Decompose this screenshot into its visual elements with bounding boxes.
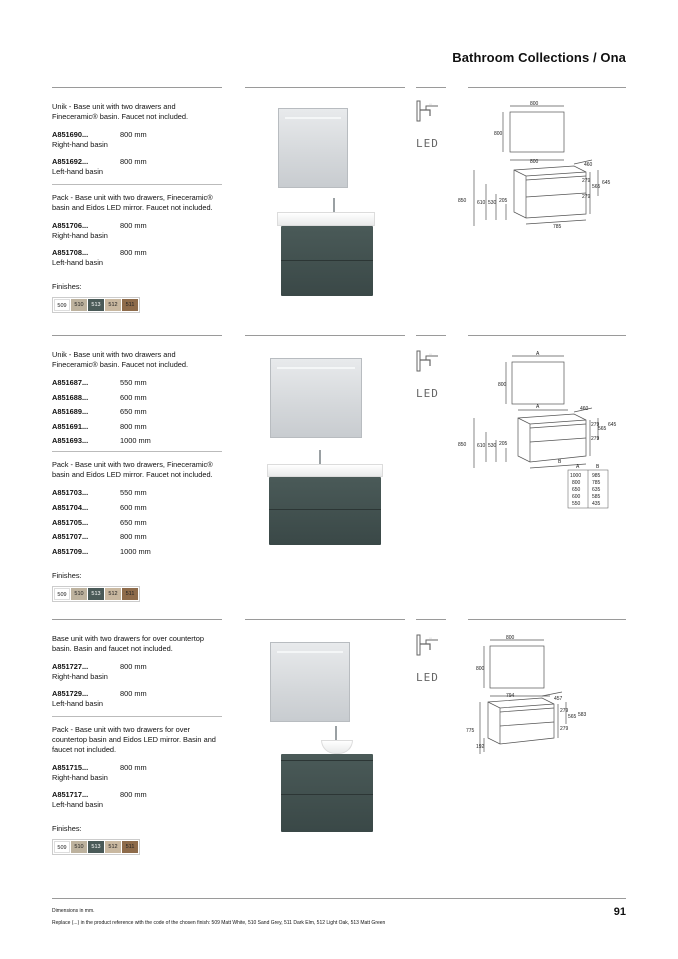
dim-label: 785 — [553, 224, 562, 230]
divider — [52, 716, 222, 717]
dim-label: 850 — [458, 198, 467, 204]
led-icon: LED — [416, 671, 439, 684]
product-ref: A851690... — [52, 130, 89, 139]
basin — [277, 212, 375, 226]
dim-label: 794 — [506, 693, 515, 699]
product-size: 800 mm — [120, 421, 147, 431]
unit-description: Unik - Base unit with two drawers and Fineceramic® basin. Faucet not included. — [52, 350, 189, 369]
faucet — [319, 450, 321, 464]
mirror-outline — [490, 646, 544, 688]
dim-label: 460 — [580, 406, 589, 412]
product-ref: A851693... — [52, 436, 89, 446]
finish-swatch-512: 512 — [105, 299, 121, 311]
finish-swatch-513: 513 — [88, 299, 104, 311]
finish-swatch-509: 509 — [54, 841, 70, 853]
product-image-2 — [245, 350, 405, 550]
product-note: Left-hand basin — [52, 800, 103, 809]
faucet — [333, 198, 335, 212]
product-ref: A851692... — [52, 157, 89, 166]
finish-swatch-509: 509 — [54, 299, 70, 311]
dim-label: 457 — [554, 696, 563, 702]
product-ref: A851708... — [52, 248, 89, 257]
dim-label: 800 — [530, 159, 539, 165]
vanity-unit — [269, 477, 381, 545]
dim-label: 279 — [582, 178, 591, 184]
product-note: Right-hand basin — [52, 140, 108, 149]
table-cell: 650 — [572, 487, 581, 493]
product-item — [52, 532, 222, 542]
product-image-3 — [245, 634, 405, 839]
finish-swatch-510: 510 — [71, 299, 87, 311]
wall-faucet-icon — [416, 634, 442, 656]
countertop-basin — [321, 740, 353, 754]
dim-label: A — [536, 351, 540, 357]
wall-faucet-icon — [416, 350, 442, 372]
product-item — [52, 221, 222, 241]
table-cell: 600 — [572, 494, 581, 500]
finishes-label: Finishes: — [52, 824, 82, 833]
table-cell: 800 — [572, 480, 581, 486]
product-size: 550 mm — [120, 378, 147, 387]
product-note: Left-hand basin — [52, 258, 103, 267]
dim-label: 610 — [477, 443, 486, 449]
product-size: 600 mm — [120, 392, 147, 402]
product-text-1 — [52, 102, 222, 313]
drawer-line — [281, 260, 373, 261]
dim-label: 800 — [476, 666, 485, 672]
dim-label: 460 — [584, 162, 593, 168]
product-item — [52, 436, 222, 446]
product-item — [52, 689, 222, 709]
finish-swatch-510: 510 — [71, 588, 87, 600]
table-cell: 435 — [592, 501, 601, 507]
product-ref: A851715... — [52, 763, 89, 772]
product-ref: A851727... — [52, 662, 89, 671]
dim-label: 530 — [488, 443, 497, 449]
product-ref: A851717... — [52, 790, 89, 799]
finishes-label: Finishes: — [52, 570, 82, 580]
led-icon: LED — [416, 387, 439, 400]
dim-label: 800 — [498, 382, 507, 388]
table-header: B — [596, 464, 600, 470]
product-item — [52, 503, 222, 513]
drawer-line — [281, 760, 373, 761]
svg-text:◦◦◦: ◦◦◦ — [429, 102, 433, 106]
dim-label: 565 — [568, 714, 577, 720]
svg-text:◦◦◦: ◦◦◦ — [429, 352, 433, 356]
table-cell: 635 — [592, 487, 601, 493]
finish-swatches — [52, 839, 140, 855]
dim-label: 279 — [560, 708, 569, 714]
finish-swatch-512: 512 — [105, 588, 121, 600]
vanity-unit — [281, 754, 373, 832]
product-ref: A851703... — [52, 488, 89, 498]
size-table — [568, 464, 608, 508]
footer-rule — [52, 898, 626, 899]
product-item — [52, 393, 222, 403]
divider — [52, 184, 222, 185]
product-note: Left-hand basin — [52, 167, 103, 176]
section-rule — [52, 335, 222, 336]
product-ref: A851688... — [52, 392, 89, 402]
dim-label: 800 — [494, 131, 503, 137]
dim-label: 192 — [476, 744, 485, 750]
dim-label: 279 — [582, 194, 591, 200]
finish-code-note: Replace (...) in the product reference with the code of the chosen finish: 509 Matt White, 510 Sand Grey, 511 Dark Elm, 512 Light Oak, 513 Matt Green — [52, 920, 386, 926]
product-ref: A851729... — [52, 689, 89, 698]
dim-label: 279 — [591, 422, 600, 428]
section-rule — [416, 335, 446, 336]
product-item — [52, 248, 222, 268]
product-ref: A851687... — [52, 378, 89, 387]
dimensions-note: Dimensions in mm. — [52, 908, 95, 914]
table-cell: 785 — [592, 480, 601, 486]
dim-label: 583 — [578, 712, 587, 718]
product-item — [52, 662, 222, 682]
finish-swatches — [52, 297, 140, 313]
finish-swatch-511: 511 — [122, 588, 138, 600]
unit-description: Base unit with two drawers for over countertop basin. Basin and faucet not included. — [52, 634, 204, 653]
vanity-unit — [281, 226, 373, 296]
product-ref: A851709... — [52, 546, 89, 556]
mirror-outline — [510, 112, 564, 152]
mirror-led-strip — [277, 651, 343, 653]
section-rule — [245, 619, 405, 620]
product-ref: A851691... — [52, 421, 89, 431]
drawer-line — [281, 794, 373, 795]
product-ref: A851705... — [52, 517, 89, 527]
dim-label: 279 — [591, 436, 600, 442]
finish-swatch-511: 511 — [122, 841, 138, 853]
section-rule — [245, 335, 405, 336]
product-size: 800 mm — [120, 790, 147, 799]
product-size: 800 mm — [120, 248, 147, 257]
product-item — [52, 518, 222, 528]
product-item — [52, 422, 222, 432]
dim-label: 775 — [466, 728, 475, 734]
dim-label: 565 — [598, 426, 607, 432]
pack-description: Pack - Base unit with two drawers, Fineceramic® basin and Eidos LED mirror. Faucet not included. — [52, 460, 213, 480]
product-item — [52, 130, 222, 150]
product-text-3 — [52, 634, 222, 855]
section-rule — [468, 87, 626, 88]
led-mirror — [270, 642, 350, 722]
dim-label: 800 — [530, 101, 539, 107]
product-size: 1000 mm — [120, 546, 151, 556]
basin — [267, 464, 383, 477]
dim-label: 279 — [560, 726, 569, 732]
section-rule — [468, 335, 626, 336]
section-rule — [468, 619, 626, 620]
product-note: Right-hand basin — [52, 672, 108, 681]
drawer-line — [269, 509, 381, 510]
product-ref: A851689... — [52, 407, 89, 417]
dim-label: 645 — [602, 180, 611, 186]
product-size: 650 mm — [120, 407, 147, 417]
product-size: 800 mm — [120, 763, 147, 772]
dim-label: 645 — [608, 422, 617, 428]
led-mirror — [278, 108, 348, 188]
dim-label: A — [536, 404, 540, 410]
table-header: A — [576, 464, 580, 470]
product-item — [52, 378, 222, 388]
product-size: 650 mm — [120, 517, 147, 527]
product-note: Left-hand basin — [52, 699, 103, 708]
dim-label: 850 — [458, 442, 467, 448]
vanity-outline — [518, 414, 586, 462]
product-note: Right-hand basin — [52, 231, 108, 240]
product-item — [52, 790, 222, 810]
feature-icons-3 — [416, 634, 446, 684]
product-size: 800 mm — [120, 689, 147, 698]
product-item — [52, 488, 222, 498]
product-size: 800 mm — [120, 157, 147, 166]
product-size: 1000 mm — [120, 436, 151, 446]
technical-drawing-3 — [458, 634, 628, 764]
finish-swatch-511: 511 — [122, 299, 138, 311]
product-note: Right-hand basin — [52, 773, 108, 782]
finishes-label: Finishes: — [52, 282, 82, 291]
product-item — [52, 547, 222, 557]
product-ref: A851707... — [52, 532, 89, 542]
technical-drawing-2 — [458, 350, 628, 510]
feature-icons-1 — [416, 100, 446, 150]
section-rule — [52, 619, 222, 620]
unit-description: Unik - Base unit with two drawers and Fineceramic® basin. Faucet not included. — [52, 102, 189, 121]
finish-swatches — [52, 586, 140, 602]
page-title: Bathroom Collections / Ona — [452, 50, 626, 65]
finish-swatch-513: 513 — [88, 588, 104, 600]
product-size: 800 mm — [120, 221, 147, 230]
section-rule — [416, 619, 446, 620]
table-cell: 585 — [592, 494, 601, 500]
mirror-led-strip — [285, 117, 341, 119]
led-icon: LED — [416, 137, 439, 150]
mirror-led-strip — [277, 367, 355, 369]
table-cell: 1000 — [570, 473, 582, 479]
dim-label: 800 — [506, 635, 515, 641]
finish-swatch-509: 509 — [54, 588, 70, 600]
table-cell: 985 — [592, 473, 601, 479]
finish-swatch-512: 512 — [105, 841, 121, 853]
section-rule — [416, 87, 446, 88]
feature-icons-2 — [416, 350, 446, 400]
dim-label: 205 — [499, 441, 508, 447]
dim-label: 610 — [477, 200, 486, 206]
vanity-outline — [514, 166, 586, 218]
product-size: 600 mm — [120, 502, 147, 512]
product-item — [52, 157, 222, 177]
led-mirror — [270, 358, 362, 438]
section-rule — [52, 87, 222, 88]
product-image-1 — [245, 100, 405, 305]
dim-label: 530 — [488, 200, 497, 206]
wall-faucet-icon — [416, 100, 442, 122]
faucet — [335, 726, 337, 740]
page-number: 91 — [613, 906, 626, 918]
product-item — [52, 763, 222, 783]
finish-swatch-510: 510 — [71, 841, 87, 853]
divider — [52, 451, 222, 452]
technical-drawing-1 — [458, 100, 628, 230]
dim-label: 205 — [499, 198, 508, 204]
product-ref: A851704... — [52, 502, 89, 512]
product-item — [52, 407, 222, 417]
section-rule — [245, 87, 405, 88]
product-text-2 — [52, 350, 222, 602]
dim-label: 565 — [592, 184, 601, 190]
product-size: 800 mm — [120, 662, 147, 671]
svg-text:◦◦◦: ◦◦◦ — [429, 636, 433, 640]
pack-description: Pack - Base unit with two drawers, Fineceramic® basin and Eidos LED mirror. Faucet not included. — [52, 193, 213, 212]
mirror-outline — [512, 362, 564, 404]
product-ref: A851706... — [52, 221, 89, 230]
dim-label: B — [558, 459, 562, 465]
finish-swatch-513: 513 — [88, 841, 104, 853]
pack-description: Pack - Base unit with two drawers for over countertop basin and Eidos LED mirror. Basin and faucet not included. — [52, 725, 216, 754]
product-size: 550 mm — [120, 488, 147, 498]
product-size: 800 mm — [120, 532, 147, 542]
product-size: 800 mm — [120, 130, 147, 139]
table-cell: 550 — [572, 501, 581, 507]
